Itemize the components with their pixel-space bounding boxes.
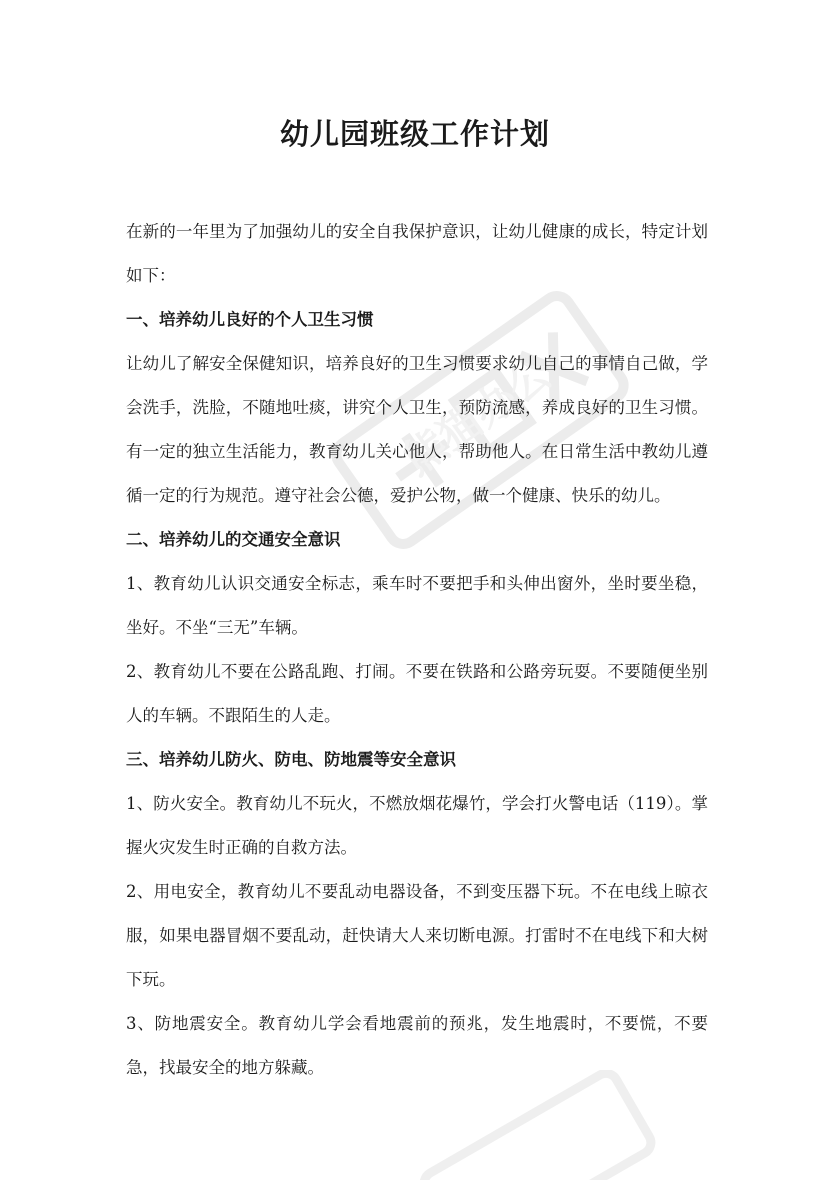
section-heading: 一、培养幼儿良好的个人卫生习惯 bbox=[126, 310, 374, 329]
document-body bbox=[126, 210, 708, 1090]
section-paragraph: 1、教育幼儿认识交通安全标志，乘车时不要把手和头伸出窗外，坐时要坐稳，坐好。不坐“三无”车辆。 bbox=[126, 574, 708, 637]
watermark-text: 熊猫办公 bbox=[394, 348, 561, 485]
section-paragraph: 3、防地震安全。教育幼儿学会看地震前的预兆，发生地震时，不要慌，不要急，找最安全的地方躲藏。 bbox=[126, 1014, 708, 1077]
section-paragraph: 2、用电安全，教育幼儿不要乱动电器设备，不到变压器下玩。不在电线上晾衣服，如果电器冒烟不要乱动，赶快请大人来切断电源。打雷时不在电线下和大树下玩。 bbox=[126, 882, 708, 989]
section-paragraph: 2、教育幼儿不要在公路乱跑、打闹。不要在铁路和公路旁玩耍。不要随便坐别人的车辆。不跟陌生的人走。 bbox=[126, 662, 708, 725]
intro-paragraph: 在新的一年里为了加强幼儿的安全自我保护意识，让幼儿健康的成长，特定计划如下： bbox=[126, 222, 708, 285]
section-paragraph: 让幼儿了解安全保健知识，培养良好的卫生习惯要求幼儿自己的事情自己做，学会洗手，洗脸，不随地吐痰，讲究个人卫生，预防流感，养成良好的卫生习惯。有一定的独立生活能力，教育幼儿关心他人，帮助他人。在日常生活中教幼儿遵循一定的行为规范。遵守社会公德，爱护公物，做一个健康、快乐的幼儿。 bbox=[126, 354, 708, 505]
page-title: 幼儿园班级工作计划 bbox=[279, 117, 550, 151]
section-heading: 三、培养幼儿防火、防电、防地震等安全意识 bbox=[126, 750, 456, 769]
section-heading: 二、培养幼儿的交通安全意识 bbox=[126, 530, 341, 549]
section-paragraph: 1、防火安全。教育幼儿不玩火，不燃放烟花爆竹，学会打火警电话（119）。掌握火灾发生时正确的自救方法。 bbox=[126, 794, 708, 857]
